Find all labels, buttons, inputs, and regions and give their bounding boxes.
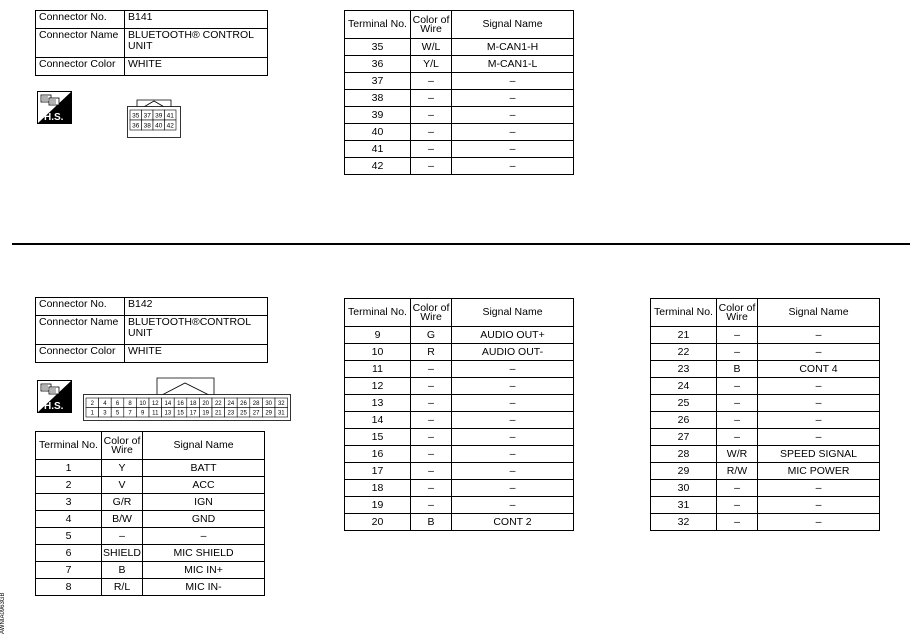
page-code: AWNIA0963GB xyxy=(0,592,6,634)
wire-color-cell: – xyxy=(411,107,452,124)
wire-color-cell: – xyxy=(102,528,143,545)
terminal-no-cell: 35 xyxy=(345,39,411,56)
signal-name-cell: – xyxy=(452,429,574,446)
wire-color-cell: – xyxy=(717,378,758,395)
terminal-no-cell: 25 xyxy=(651,395,717,412)
connector-color-label: Connector Color xyxy=(36,58,125,76)
connector-name-label: Connector Name xyxy=(36,316,125,345)
terminal-no-cell: 7 xyxy=(36,562,102,579)
signal-name-cell: CONT 2 xyxy=(452,514,574,531)
table-row xyxy=(651,497,880,514)
terminal-no-cell: 2 xyxy=(36,477,102,494)
wire-color-cell: – xyxy=(717,395,758,412)
section-divider xyxy=(12,243,910,245)
terminal-no-cell: 30 xyxy=(651,480,717,497)
connector-no-value: B141 xyxy=(125,11,268,29)
signal-name-cell: – xyxy=(452,395,574,412)
connector-color-label: Connector Color xyxy=(36,345,125,363)
pin-number: 15 xyxy=(177,410,184,417)
pin-number: 18 xyxy=(189,400,197,407)
terminal-no-cell: 22 xyxy=(651,344,717,361)
terminal-no-cell: 16 xyxy=(345,446,411,463)
wire-color-cell: G/R xyxy=(102,494,143,511)
signal-name-cell: AUDIO OUT+ xyxy=(452,327,574,344)
terminal-no-cell: 21 xyxy=(651,327,717,344)
wire-color-cell: B/W xyxy=(102,511,143,528)
wire-color-cell: R/L xyxy=(102,579,143,596)
pin-number: 40 xyxy=(155,122,163,130)
signal-name-cell: – xyxy=(452,158,574,175)
table-row xyxy=(345,514,574,531)
table-row xyxy=(345,73,574,90)
pin-number: 13 xyxy=(164,410,172,417)
wire-color-cell: – xyxy=(411,463,452,480)
table-row xyxy=(345,412,574,429)
pin-number: 8 xyxy=(128,400,132,407)
connector-color-value: WHITE xyxy=(125,345,268,363)
table-row xyxy=(345,446,574,463)
hs-label: H.S. xyxy=(44,112,64,123)
terminal-no-header: Terminal No. xyxy=(651,299,717,327)
wire-color-cell: – xyxy=(411,395,452,412)
pin-number: 5 xyxy=(115,410,120,417)
terminal-no-cell: 37 xyxy=(345,73,411,90)
signal-name-cell: – xyxy=(452,107,574,124)
pin-number: 11 xyxy=(152,410,159,417)
wire-color-cell: – xyxy=(717,480,758,497)
wire-color-cell: – xyxy=(411,446,452,463)
pin-number: 26 xyxy=(240,400,247,407)
wire-color-cell: V xyxy=(102,477,143,494)
signal-name-cell: – xyxy=(452,124,574,141)
pin-number: 31 xyxy=(277,410,285,417)
signal-name-cell: MIC IN- xyxy=(143,579,265,596)
connector-color-value: WHITE xyxy=(125,58,268,76)
connector-info-b141 xyxy=(35,10,268,76)
table-row xyxy=(36,562,265,579)
wire-color-cell: – xyxy=(411,124,452,141)
hs-label: H.S. xyxy=(44,401,64,412)
terminal-no-cell: 9 xyxy=(345,327,411,344)
wire-color-cell: Y/L xyxy=(411,56,452,73)
signal-name-cell: – xyxy=(758,378,880,395)
wire-color-cell: – xyxy=(717,514,758,531)
color-of-wire-header: Color of Wire xyxy=(411,11,452,39)
terminal-no-cell: 40 xyxy=(345,124,411,141)
connector-name-value: BLUETOOTH®CONTROL UNIT xyxy=(125,316,268,345)
table-row xyxy=(345,429,574,446)
terminal-no-cell: 13 xyxy=(345,395,411,412)
table-row xyxy=(651,463,880,480)
pin-number: 32 xyxy=(277,400,285,407)
wire-color-cell: – xyxy=(411,412,452,429)
signal-name-cell: CONT 4 xyxy=(758,361,880,378)
wire-color-cell: – xyxy=(717,429,758,446)
table-row xyxy=(651,361,880,378)
pin-number: 14 xyxy=(164,400,172,407)
signal-name-cell: – xyxy=(452,497,574,514)
signal-name-cell: – xyxy=(758,412,880,429)
table-row xyxy=(36,494,265,511)
table-row xyxy=(651,412,880,429)
signal-name-cell: GND xyxy=(143,511,265,528)
wire-color-cell: G xyxy=(411,327,452,344)
pin-number: 21 xyxy=(214,410,222,417)
terminal-no-cell: 41 xyxy=(345,141,411,158)
terminal-no-cell: 11 xyxy=(345,361,411,378)
terminal-no-cell: 31 xyxy=(651,497,717,514)
wire-color-cell: R/W xyxy=(717,463,758,480)
signal-name-cell: AUDIO OUT- xyxy=(452,344,574,361)
pin-number: 19 xyxy=(202,410,210,417)
signal-name-cell: MIC SHIELD xyxy=(143,545,265,562)
terminal-no-cell: 29 xyxy=(651,463,717,480)
terminal-no-cell: 20 xyxy=(345,514,411,531)
signal-name-cell: MIC POWER xyxy=(758,463,880,480)
wire-color-cell: – xyxy=(411,141,452,158)
signal-name-cell: – xyxy=(452,412,574,429)
terminal-no-cell: 38 xyxy=(345,90,411,107)
pin-number: 25 xyxy=(240,410,247,417)
signal-name-cell: – xyxy=(452,480,574,497)
terminal-table-b141 xyxy=(344,10,574,175)
wire-color-cell: – xyxy=(717,344,758,361)
table-row xyxy=(651,446,880,463)
pin-number: 41 xyxy=(166,112,174,120)
terminal-no-cell: 17 xyxy=(345,463,411,480)
signal-name-cell: – xyxy=(758,480,880,497)
signal-name-cell: – xyxy=(452,90,574,107)
signal-name-cell: – xyxy=(452,463,574,480)
terminal-table-21-32 xyxy=(650,298,880,531)
pin-number: 28 xyxy=(252,400,260,407)
terminal-no-cell: 14 xyxy=(345,412,411,429)
signal-name-cell: – xyxy=(758,514,880,531)
signal-name-cell: M-CAN1-L xyxy=(452,56,574,73)
wire-color-cell: W/R xyxy=(717,446,758,463)
terminal-no-cell: 23 xyxy=(651,361,717,378)
wire-color-cell: – xyxy=(411,378,452,395)
table-row xyxy=(651,344,880,361)
pin-number: 38 xyxy=(143,122,151,130)
signal-name-cell: – xyxy=(452,73,574,90)
signal-name-cell: – xyxy=(452,446,574,463)
terminal-no-cell: 36 xyxy=(345,56,411,73)
pin-number: 39 xyxy=(155,112,163,120)
connector-no-value: B142 xyxy=(125,298,268,316)
pin-number: 16 xyxy=(177,400,184,407)
terminal-no-cell: 3 xyxy=(36,494,102,511)
color-of-wire-header: Color of Wire xyxy=(717,299,758,327)
signal-name-cell: – xyxy=(758,497,880,514)
wire-color-cell: – xyxy=(717,497,758,514)
pin-number: 35 xyxy=(132,112,140,120)
wire-color-cell: B xyxy=(411,514,452,531)
table-row xyxy=(651,327,880,344)
table-row xyxy=(651,395,880,412)
table-row xyxy=(345,107,574,124)
table-row xyxy=(36,579,265,596)
connector-no-label: Connector No. xyxy=(36,11,125,29)
signal-name-cell: – xyxy=(758,429,880,446)
harness-side-icon xyxy=(37,91,72,124)
pin-number: 42 xyxy=(166,122,174,130)
table-row xyxy=(345,158,574,175)
table-row xyxy=(36,545,265,562)
table-row xyxy=(651,514,880,531)
signal-name-header: Signal Name xyxy=(452,11,574,39)
table-row xyxy=(345,39,574,56)
wire-color-cell: R xyxy=(411,344,452,361)
pin-number: 4 xyxy=(103,400,107,407)
pin-number: 36 xyxy=(132,122,140,130)
signal-name-cell: ACC xyxy=(143,477,265,494)
signal-name-cell: BATT xyxy=(143,460,265,477)
connector-face-b141 xyxy=(124,94,184,138)
pin-number: 7 xyxy=(128,410,132,417)
terminal-no-cell: 19 xyxy=(345,497,411,514)
pin-number: 24 xyxy=(227,400,235,407)
terminal-no-cell: 42 xyxy=(345,158,411,175)
signal-name-cell: – xyxy=(143,528,265,545)
table-row xyxy=(651,480,880,497)
table-row xyxy=(345,141,574,158)
terminal-no-cell: 27 xyxy=(651,429,717,446)
connector-face-b142 xyxy=(82,377,292,423)
signal-name-header: Signal Name xyxy=(143,432,265,460)
table-row xyxy=(345,56,574,73)
terminal-no-cell: 32 xyxy=(651,514,717,531)
signal-name-header: Signal Name xyxy=(452,299,574,327)
connector-name-value: BLUETOOTH® CONTROL UNIT xyxy=(125,29,268,58)
wire-color-cell: – xyxy=(411,158,452,175)
terminal-no-cell: 5 xyxy=(36,528,102,545)
wire-color-cell: B xyxy=(717,361,758,378)
wire-color-cell: – xyxy=(411,497,452,514)
signal-name-cell: MIC IN+ xyxy=(143,562,265,579)
table-row xyxy=(345,327,574,344)
signal-name-cell: – xyxy=(758,327,880,344)
signal-name-cell: – xyxy=(758,395,880,412)
pin-number: 10 xyxy=(139,400,147,407)
pin-number: 6 xyxy=(115,400,120,407)
signal-name-cell: – xyxy=(758,344,880,361)
terminal-no-cell: 18 xyxy=(345,480,411,497)
color-of-wire-header: Color of Wire xyxy=(102,432,143,460)
signal-name-cell: – xyxy=(452,361,574,378)
pin-number: 1 xyxy=(90,410,94,417)
wire-color-cell: – xyxy=(717,412,758,429)
table-row xyxy=(36,511,265,528)
pin-number: 9 xyxy=(141,410,145,417)
table-row xyxy=(651,378,880,395)
connector-name-label: Connector Name xyxy=(36,29,125,58)
terminal-no-cell: 4 xyxy=(36,511,102,528)
wire-color-cell: B xyxy=(102,562,143,579)
connector-info-b142 xyxy=(35,297,268,363)
table-row xyxy=(345,480,574,497)
pin-number: 30 xyxy=(265,400,273,407)
signal-name-header: Signal Name xyxy=(758,299,880,327)
terminal-no-header: Terminal No. xyxy=(345,11,411,39)
wire-color-cell: SHIELD xyxy=(102,545,143,562)
table-row xyxy=(345,463,574,480)
pin-number: 29 xyxy=(265,410,273,417)
harness-side-icon xyxy=(37,380,72,413)
table-row xyxy=(36,477,265,494)
table-row xyxy=(651,429,880,446)
terminal-no-header: Terminal No. xyxy=(36,432,102,460)
terminal-table-9-20 xyxy=(344,298,574,531)
terminal-no-cell: 6 xyxy=(36,545,102,562)
terminal-no-cell: 24 xyxy=(651,378,717,395)
wire-color-cell: – xyxy=(411,429,452,446)
wire-color-cell: – xyxy=(717,327,758,344)
terminal-no-cell: 12 xyxy=(345,378,411,395)
table-row xyxy=(345,378,574,395)
wire-color-cell: – xyxy=(411,480,452,497)
table-row xyxy=(345,361,574,378)
wire-color-cell: Y xyxy=(102,460,143,477)
pin-number: 22 xyxy=(214,400,222,407)
pin-number: 12 xyxy=(151,400,159,407)
wire-color-cell: W/L xyxy=(411,39,452,56)
pin-number: 17 xyxy=(189,410,197,417)
table-row xyxy=(345,124,574,141)
signal-name-cell: IGN xyxy=(143,494,265,511)
table-row xyxy=(345,395,574,412)
wire-color-cell: – xyxy=(411,73,452,90)
terminal-no-cell: 39 xyxy=(345,107,411,124)
terminal-no-cell: 15 xyxy=(345,429,411,446)
signal-name-cell: M-CAN1-H xyxy=(452,39,574,56)
color-of-wire-header: Color of Wire xyxy=(411,299,452,327)
table-row xyxy=(345,344,574,361)
pin-number: 37 xyxy=(143,112,151,120)
wire-color-cell: – xyxy=(411,90,452,107)
signal-name-cell: SPEED SIGNAL xyxy=(758,446,880,463)
table-row xyxy=(345,90,574,107)
pin-number: 2 xyxy=(90,400,94,407)
pin-number: 3 xyxy=(103,410,107,417)
signal-name-cell: – xyxy=(452,141,574,158)
signal-name-cell: – xyxy=(452,378,574,395)
table-row xyxy=(36,528,265,545)
terminal-no-cell: 8 xyxy=(36,579,102,596)
wire-color-cell: – xyxy=(411,361,452,378)
pin-number: 27 xyxy=(252,410,260,417)
terminal-no-cell: 1 xyxy=(36,460,102,477)
terminal-no-cell: 10 xyxy=(345,344,411,361)
table-row xyxy=(36,460,265,477)
terminal-no-cell: 26 xyxy=(651,412,717,429)
table-row xyxy=(345,497,574,514)
connector-no-label: Connector No. xyxy=(36,298,125,316)
terminal-no-cell: 28 xyxy=(651,446,717,463)
pin-number: 20 xyxy=(202,400,210,407)
terminal-table-1-8 xyxy=(35,431,265,596)
pin-number: 23 xyxy=(227,410,235,417)
terminal-no-header: Terminal No. xyxy=(345,299,411,327)
